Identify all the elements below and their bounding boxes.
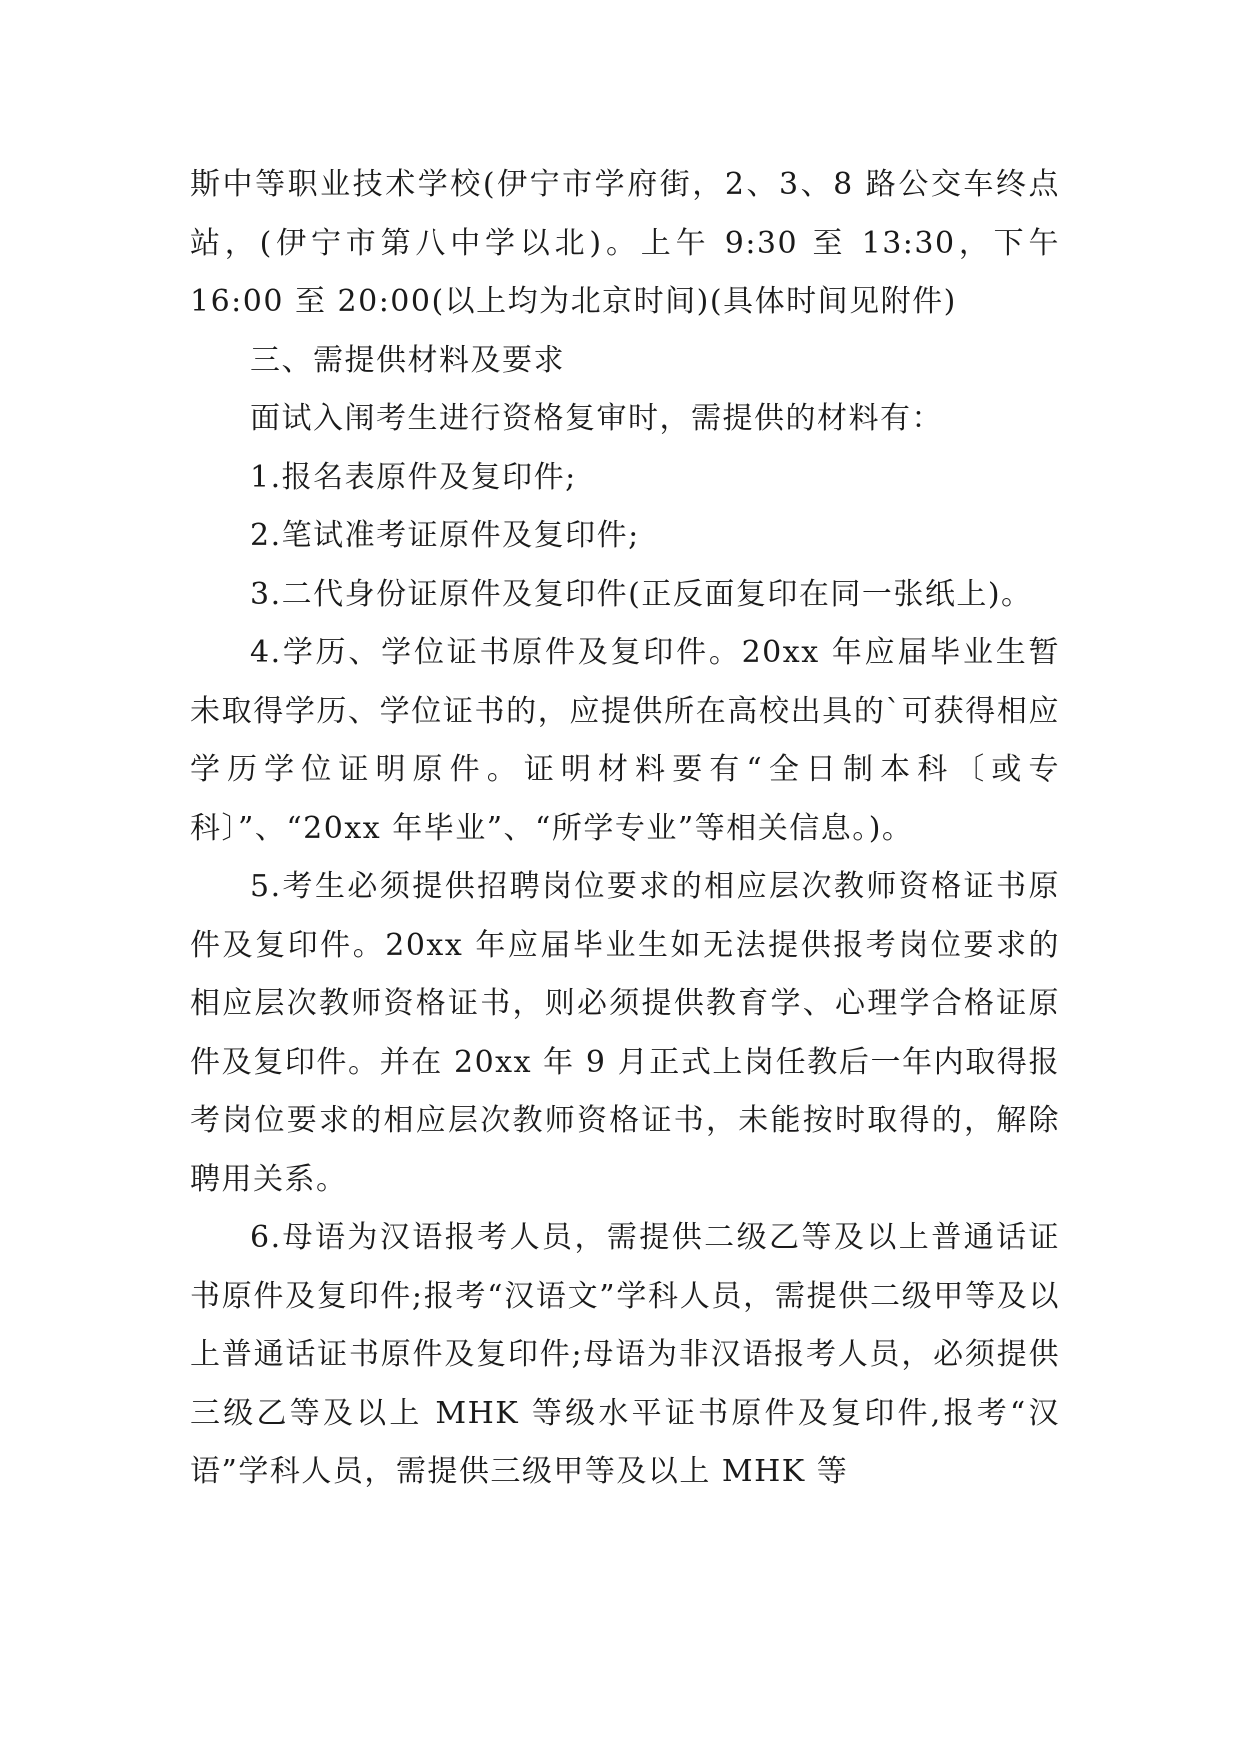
paragraph-venue-continued: 斯中等职业技术学校(伊宁市学府街，2、3、8 路公交车终点站，(伊宁市第八中学以北)。上午 9:30 至 13:30，下午 16:00 至 20:00(以上均为北京时间)(具体时间见附件): [190, 167, 1060, 319]
list-item-4: 4.学历、学位证书原件及复印件。20xx 年应届毕业生暂未取得学历、学位证书的，应提供所在高校出具的`可获得相应学历学位证明原件。证明材料要有“全日制本科〔或专科〕”、“20xx 年毕业”、“所学专业”等相关信息。)。: [190, 635, 1060, 846]
paragraph-materials-intro: 面试入闱考生进行资格复审时，需提供的材料有：: [250, 401, 943, 436]
list-item-2: 2.笔试准考证原件及复印件;: [250, 518, 640, 553]
section-heading: 三、需提供材料及要求: [250, 342, 565, 378]
document-body: [190, 156, 1060, 1502]
list-item-5: 5.考生必须提供招聘岗位要求的相应层次教师资格证书原件及复印件。20xx 年应届毕业生如无法提供报考岗位要求的相应层次教师资格证书，则必须提供教育学、心理学合格证原件及复印件。并在 20xx 年 9 月正式上岗任教后一年内取得报考岗位要求的相应层次教师资格证书，未能按时取得的，解除聘用关系。: [190, 869, 1060, 1197]
list-item-6: 6.母语为汉语报考人员，需提供二级乙等及以上普通话证书原件及复印件;报考“汉语文”学科人员，需提供二级甲等及以上普通话证书原件及复印件;母语为非汉语报考人员，必须提供三级乙等及以上 MHK 等级水平证书原件及复印件,报考“汉语”学科人员，需提供三级甲等及以上 MHK 等: [190, 1220, 1060, 1489]
list-item-3: 3.二代身份证原件及复印件(正反面复印在同一张纸上)。: [250, 576, 1033, 612]
list-item-1: 1.报名表原件及复印件;: [250, 459, 577, 495]
